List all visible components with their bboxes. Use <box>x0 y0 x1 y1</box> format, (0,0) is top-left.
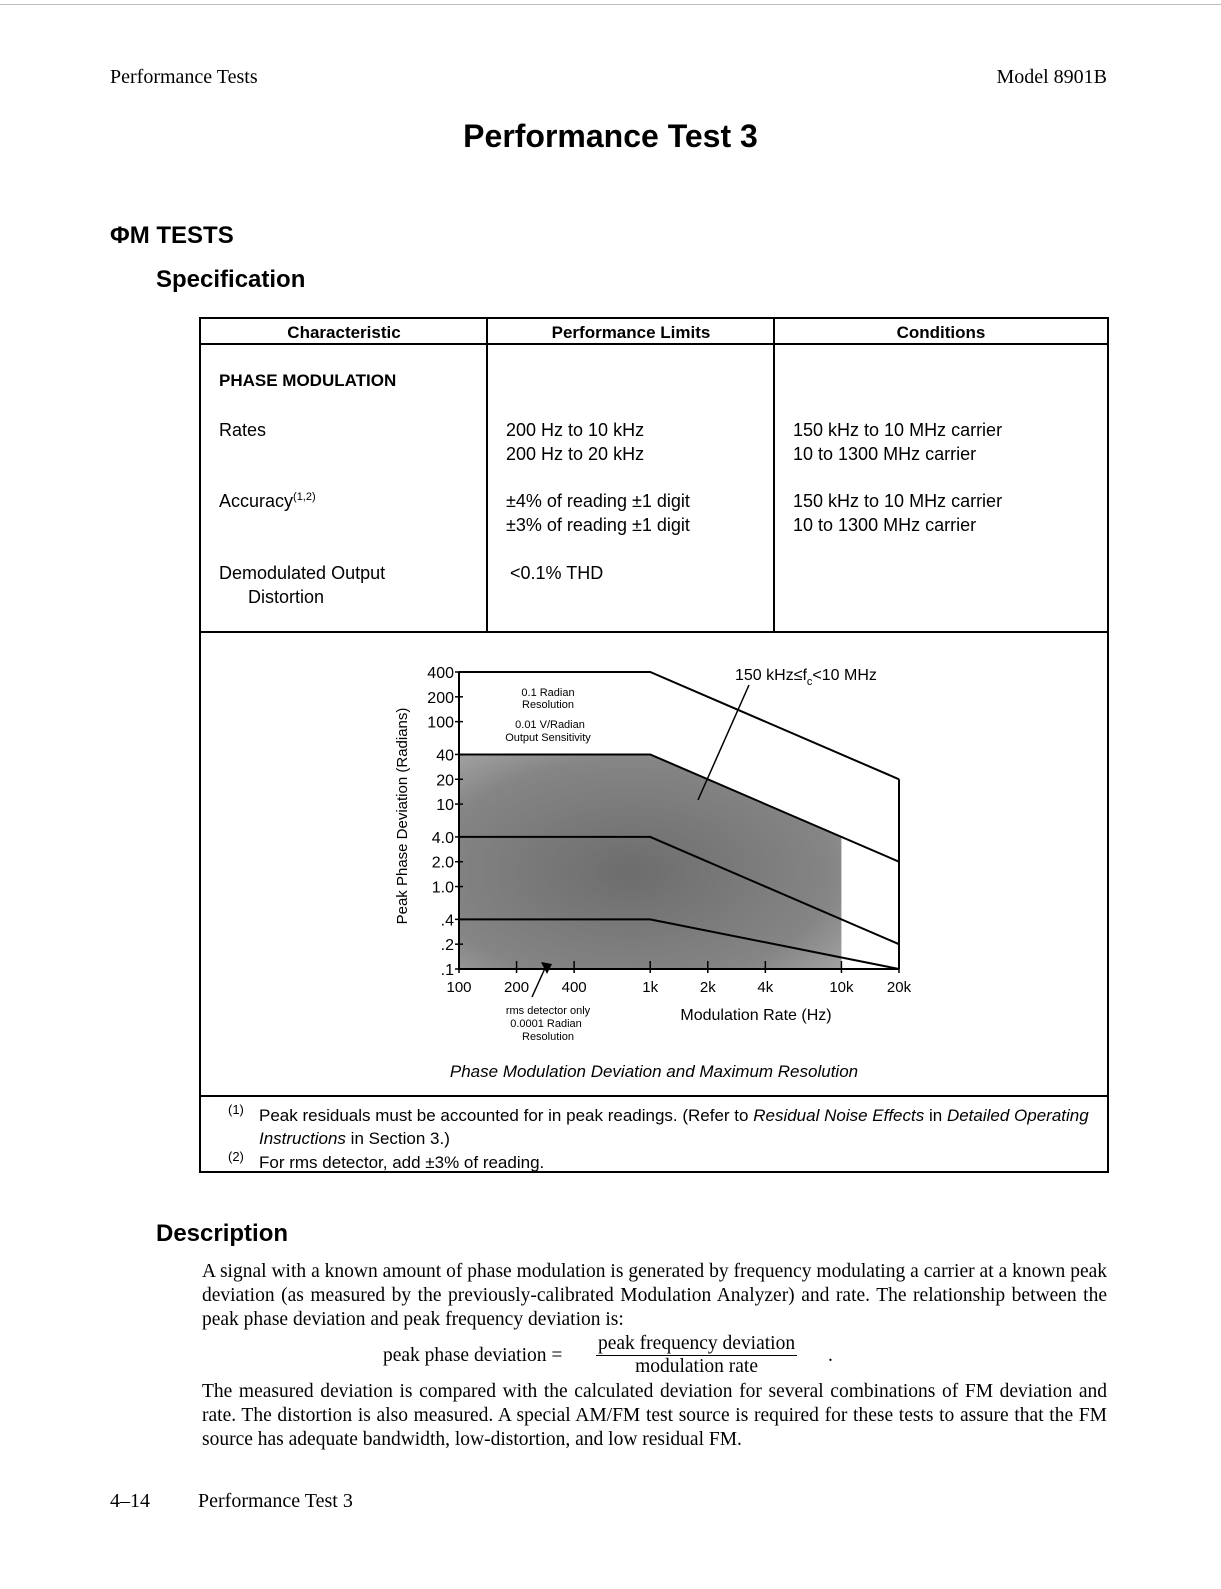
top-band-label-3: 0.01 V/Radian <box>515 719 585 731</box>
group-label: PHASE MODULATION <box>219 371 397 390</box>
x-tick-label: 10k <box>829 979 854 996</box>
description-paragraph-2: The measured deviation is compared with the calculated deviation for several combinations of FM deviation and rate. The distortion is also measured. A special AM/FM test source is required for these tests to assure that the FM source has adequate bandwidth, low-distortion, and low residual FM. <box>202 1381 1107 1450</box>
accuracy-footnote-ref: (1,2) <box>293 491 316 503</box>
footnote-text: For rms detector, add ±3% of reading. <box>259 1153 545 1172</box>
x-tick-label: 100 <box>446 979 472 996</box>
top-band-label-1: 0.1 Radian <box>521 687 575 699</box>
y-tick-label: 1.0 <box>431 879 454 897</box>
y-tick-label: .4 <box>440 912 454 930</box>
section-title: ΦM TESTS <box>110 222 234 249</box>
y-axis-label: Peak Phase Deviation (Radians) <box>394 707 411 925</box>
y-tick-label: 2.0 <box>431 854 454 872</box>
x-tick-label: 2k <box>699 979 716 996</box>
limit-line: ±3% of reading ±1 digit <box>506 515 690 535</box>
top-rule <box>0 4 1221 5</box>
description-heading: Description <box>156 1220 289 1247</box>
top-band-label-4: Output Sensitivity <box>505 732 591 744</box>
accuracy-label: Accuracy <box>219 491 294 511</box>
carrier-pointer <box>698 685 749 800</box>
rms-note-2: 0.0001 Radian <box>510 1018 582 1030</box>
rates-conditions <box>793 418 1002 466</box>
figure-caption: Phase Modulation Deviation and Maximum Resolution <box>449 1062 859 1081</box>
row-label-accuracy <box>219 489 316 513</box>
x-tick-label: 4k <box>757 979 774 996</box>
y-tick-label: 20 <box>436 772 454 790</box>
deviation-formula <box>0 1333 1221 1379</box>
formula-denominator: modulation rate <box>635 1356 758 1377</box>
limit-line: 200 Hz to 20 kHz <box>506 444 645 464</box>
x-tick-label: 1k <box>642 979 659 996</box>
formula-numerator: peak frequency deviation <box>598 1333 796 1354</box>
condition-line: 10 to 1300 MHz carrier <box>793 444 977 464</box>
x-tick-label: 400 <box>561 979 587 996</box>
limit-line: ±4% of reading ±1 digit <box>506 491 690 511</box>
specification-heading: Specification <box>156 266 306 293</box>
rms-note-3: Resolution <box>522 1031 574 1043</box>
formula-lhs: peak phase deviation = <box>383 1345 563 1366</box>
shaded-region <box>459 754 841 969</box>
footer-title: Performance Test 3 <box>198 1490 353 1512</box>
page-title: Performance Test 3 <box>463 118 758 154</box>
carrier-range-label: 150 $kHz\le f_c<10$ MHz <box>735 667 877 688</box>
distortion-label-line2: Distortion <box>248 587 325 607</box>
figure-bottom-rule <box>201 1095 1107 1097</box>
accuracy-limits <box>506 489 690 537</box>
x-axis-label: Modulation Rate (Hz) <box>680 1007 832 1024</box>
limit-line: 200 Hz to 10 kHz <box>506 420 645 440</box>
x-tick-label: 200 <box>504 979 530 996</box>
y-tick-label: 40 <box>436 747 454 765</box>
row-label-rates: Rates <box>219 420 267 440</box>
distortion-limit: <0.1% THD <box>510 563 604 583</box>
y-tick-label: 100 <box>427 714 454 732</box>
y-tick-label: 200 <box>427 689 454 707</box>
phase-deviation-chart <box>380 652 920 1052</box>
row-label-distortion <box>219 561 385 609</box>
condition-line: 10 to 1300 MHz carrier <box>793 515 977 535</box>
rms-pointer <box>532 966 546 997</box>
header-rule <box>201 343 1107 345</box>
y-tick-label: 4.0 <box>431 829 454 847</box>
column-header-limits: Performance Limits <box>551 323 711 342</box>
condition-line: 150 kHz to 10 MHz carrier <box>793 420 1003 440</box>
y-tick-label: 10 <box>436 797 454 815</box>
distortion-label-line1: Demodulated Output <box>219 563 386 583</box>
rates-limits <box>506 418 644 466</box>
y-tick-label: 400 <box>427 665 454 682</box>
column-divider <box>773 319 775 632</box>
footnote-number: (1) <box>228 1102 244 1117</box>
top-band-label-2: Resolution <box>522 699 574 711</box>
formula-fraction <box>596 1333 797 1378</box>
table-bottom-rule <box>201 631 1107 633</box>
y-tick-label: .1 <box>440 962 454 979</box>
formula-period: . <box>828 1345 833 1366</box>
page-number: 4–14 <box>110 1490 150 1512</box>
description-paragraph-1: A signal with a known amount of phase modulation is generated by frequency modulating a carrier at a known peak deviation (as measured by the previously-calibrated Modulation Analyzer) and rate. The relationship between the peak phase deviation and peak frequency deviation is: <box>202 1261 1107 1330</box>
condition-line: 150 kHz to 10 MHz carrier <box>793 491 1003 511</box>
column-header-conditions: Conditions <box>896 323 986 342</box>
y-tick-label: .2 <box>440 937 454 955</box>
x-tick-label: 20k <box>886 979 912 996</box>
accuracy-conditions <box>793 489 1002 537</box>
running-header-left: Performance Tests <box>110 66 258 88</box>
footnote-number: (2) <box>228 1149 244 1164</box>
rms-note-1: rms detector only <box>505 1005 591 1017</box>
footnote-text: Peak residuals must be accounted for in peak readings. (Refer to Residual Noise Effects in Detailed Operating Instructions in Section 3.) <box>259 1106 1089 1148</box>
running-header-right: Model 8901B <box>996 66 1107 88</box>
column-header-characteristic: Characteristic <box>287 323 401 342</box>
column-divider <box>486 319 488 632</box>
